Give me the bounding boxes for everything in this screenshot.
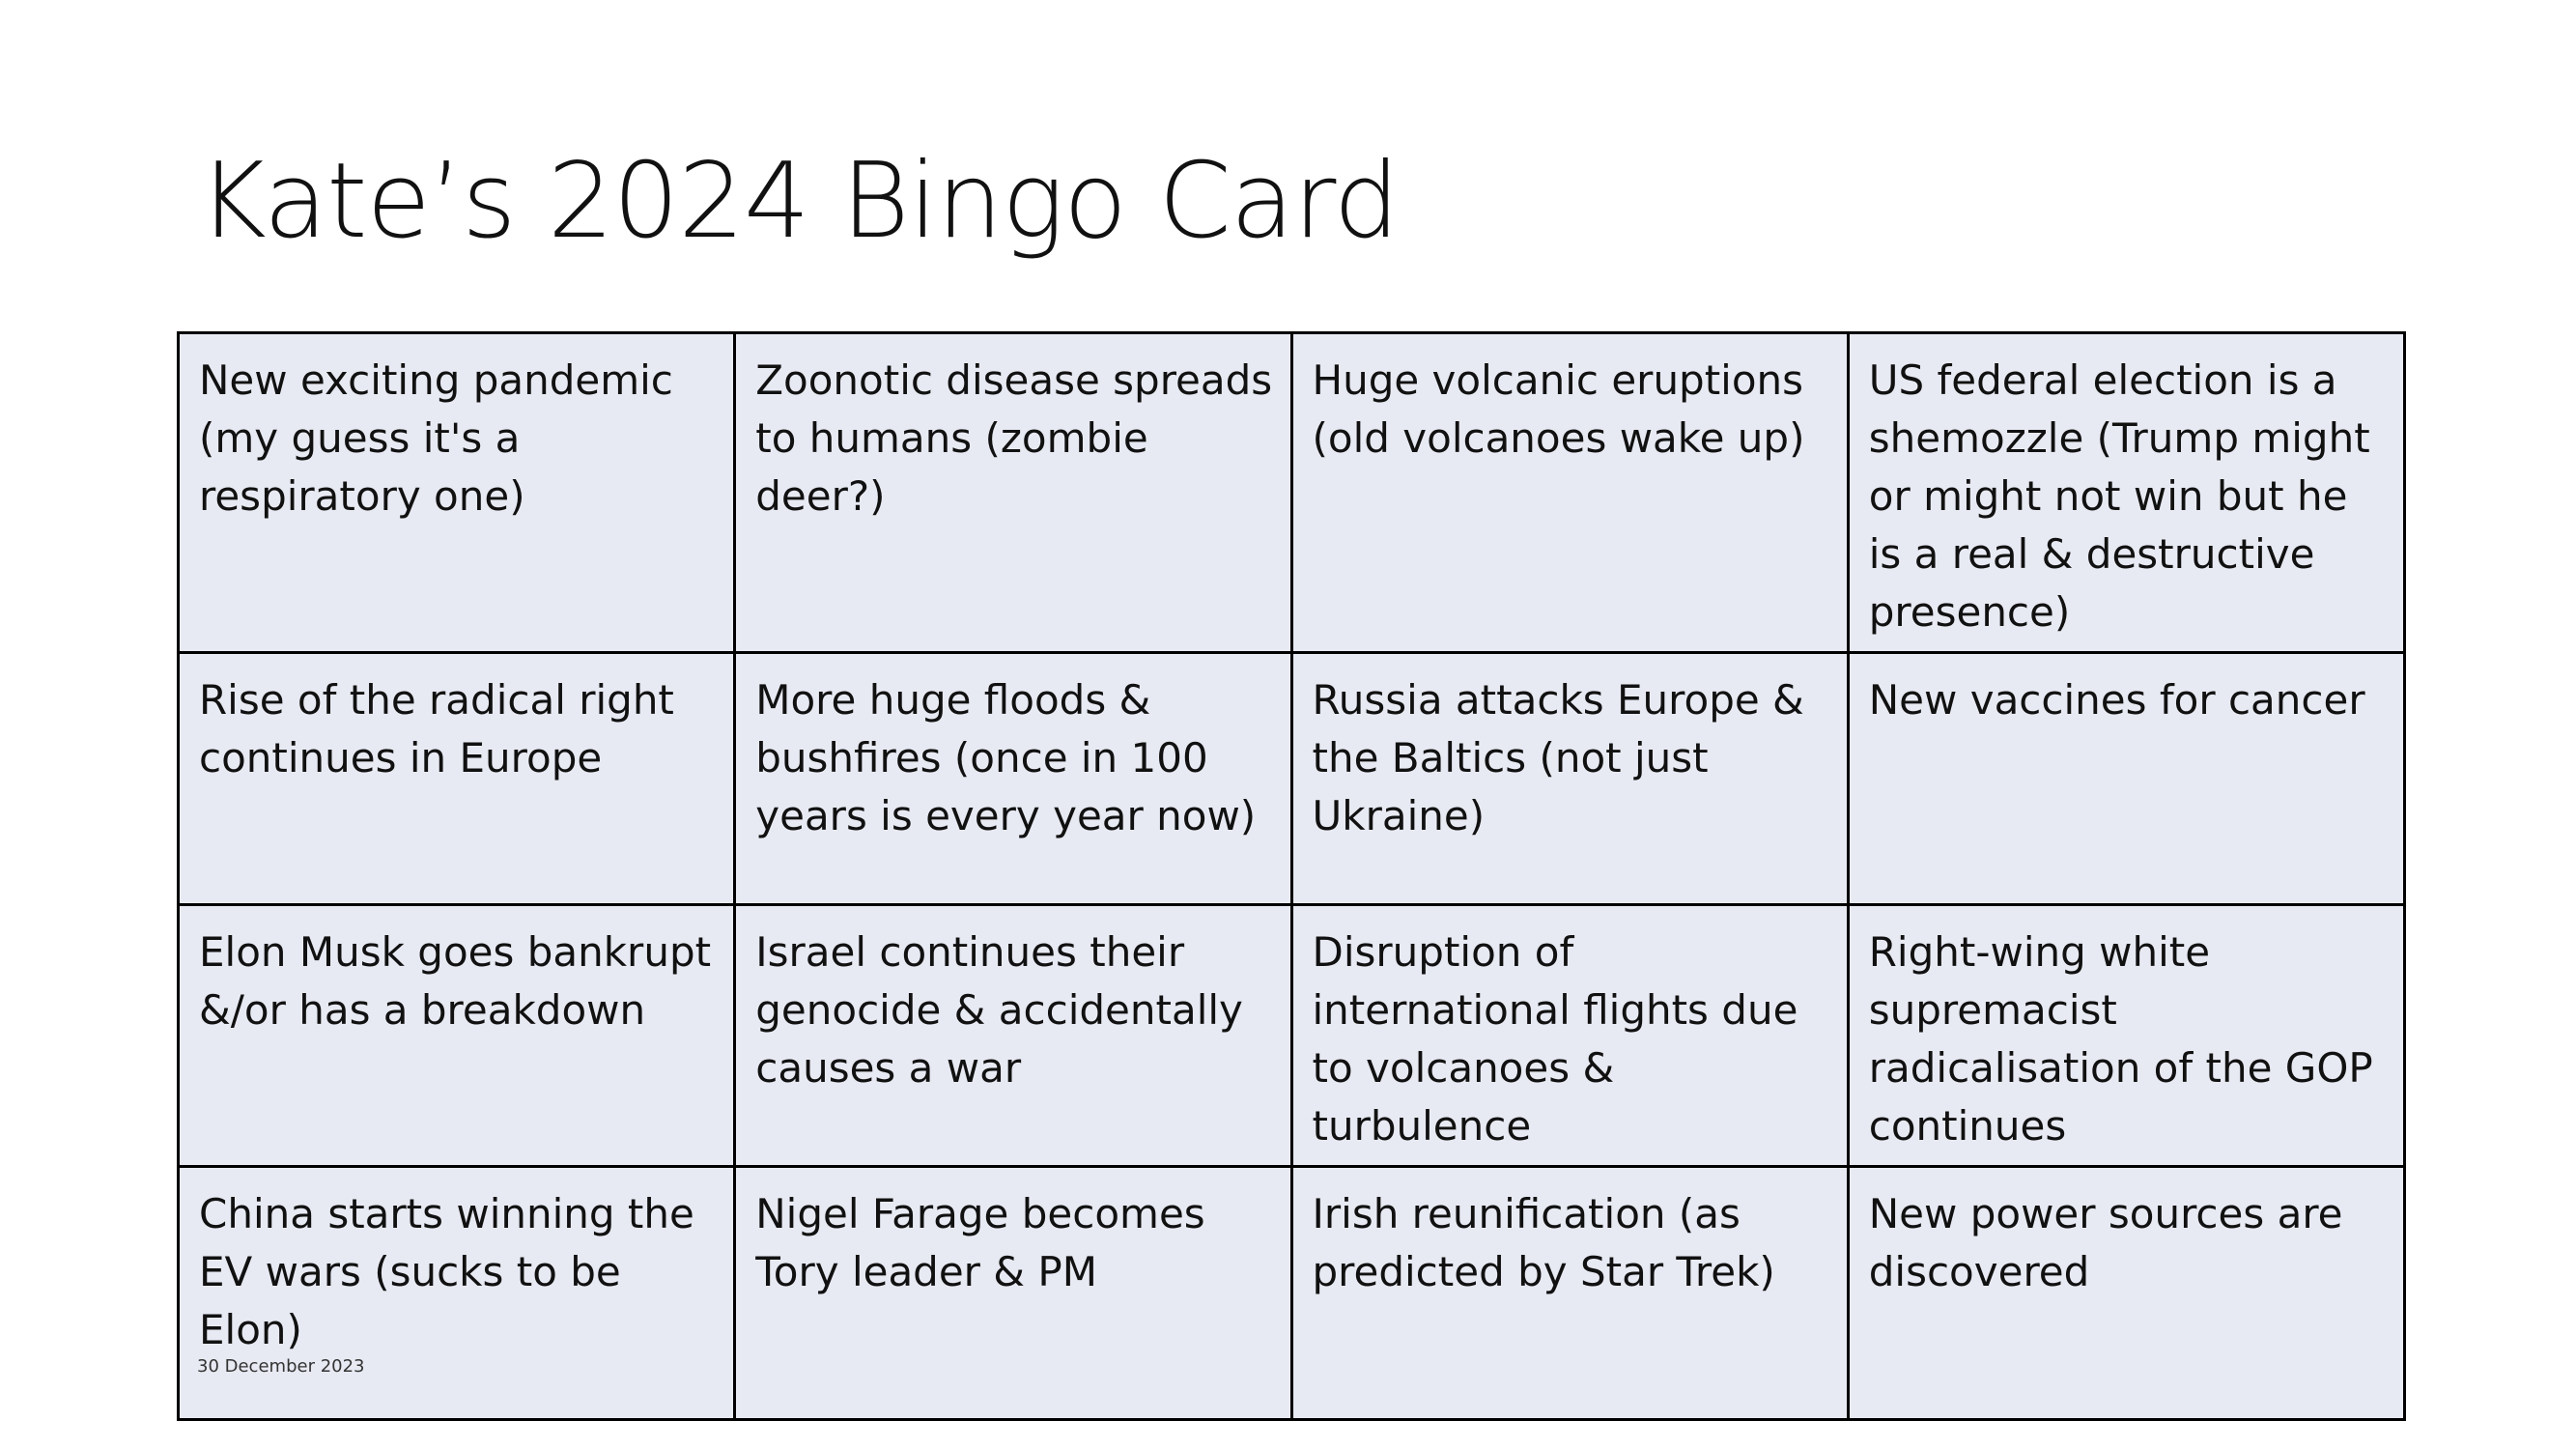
bingo-cell: Russia attacks Europe & the Baltics (not just Ukraine) xyxy=(1291,653,1848,905)
bingo-row xyxy=(179,653,2405,905)
bingo-row xyxy=(179,1167,2405,1420)
bingo-cell: New vaccines for cancer xyxy=(1848,653,2404,905)
bingo-cell: US federal election is a shemozzle (Trump might or might not win but he is a real & destructive presence) xyxy=(1848,333,2404,653)
footer-date: 30 December 2023 xyxy=(197,1356,365,1377)
bingo-cell: Israel continues their genocide & accidentally causes a war xyxy=(735,905,1291,1167)
bingo-cell: New exciting pandemic (my guess it's a respiratory one) xyxy=(179,333,735,653)
bingo-cell: Nigel Farage becomes Tory leader & PM xyxy=(735,1167,1291,1420)
bingo-cell: Elon Musk goes bankrupt &/or has a breakdown xyxy=(179,905,735,1167)
bingo-cell: New power sources are discovered xyxy=(1848,1167,2404,1420)
bingo-cell: Irish reunification (as predicted by Star Trek) xyxy=(1291,1167,1848,1420)
bingo-cell: More huge floods & bushfires (once in 100 years is every year now) xyxy=(735,653,1291,905)
bingo-cell: Huge volcanic eruptions (old volcanoes wake up) xyxy=(1291,333,1848,653)
bingo-cell: Right-wing white supremacist radicalisation of the GOP continues xyxy=(1848,905,2404,1167)
slide-title: Kate’s 2024 Bingo Card xyxy=(198,141,1400,262)
bingo-cell: Disruption of international flights due to volcanoes & turbulence xyxy=(1291,905,1848,1167)
bingo-row xyxy=(179,333,2405,653)
bingo-row xyxy=(179,905,2405,1167)
bingo-cell: Rise of the radical right continues in Europe xyxy=(179,653,735,905)
bingo-cell: China starts winning the EV wars (sucks to be Elon) xyxy=(179,1167,735,1420)
bingo-card-table xyxy=(177,331,2406,1421)
bingo-cell: Zoonotic disease spreads to humans (zombie deer?) xyxy=(735,333,1291,653)
